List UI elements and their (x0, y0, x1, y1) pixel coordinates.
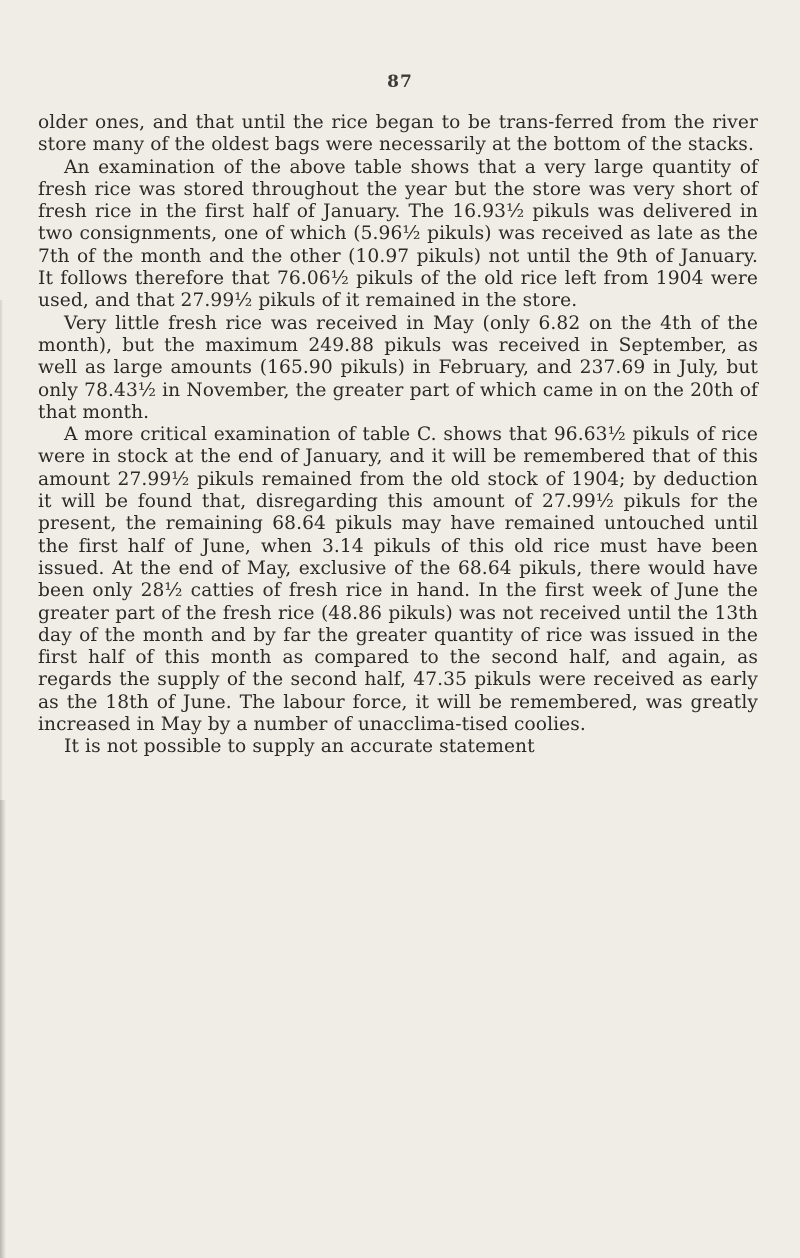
paragraph-examination: An examination of the above table shows that a very large quantity of fresh rice was stored throughout the year but the store was very short of fresh rice in the first half of January. The 16.93½ pikuls was delivered in two consignments, one of which (5.96½ pikuls) was received as late as the 7th of the month and the other (10.97 pikuls) not until the 9th of January. It follows therefore that 76.06½ pikuls of the old rice left from 1904 were used, and that 27.99½ pikuls of it remained in the store. (38, 156, 758, 312)
binding-shadow-upper (0, 300, 3, 800)
paragraph-fresh-rice: Very little fresh rice was received in May (only 6.82 on the 4th of the month), but the maximum 249.88 pikuls was received in September, as well as large amounts (165.90 pikuls) in February, and 237.69 in July, but only 78.43½ in November, the greater part of which came in on the 20th of that month. (38, 312, 758, 423)
paragraph-accurate-statement: It is not possible to supply an accurate statement (64, 736, 535, 758)
paragraph-continuation: older ones, and that until the rice began to be trans-ferred from the river store many of the oldest bags were necessarily at the bottom of the stacks. (38, 112, 758, 156)
binding-shadow-lower (0, 800, 6, 1258)
paragraph-critical-examination: A more critical examination of table C. shows that 96.63½ pikuls of rice were in stock at the end of January, and it will be remembered that of this amount 27.99½ pikuls remained from the old stock of 1904; by deduction it will be found that, disregarding this amount of 27.99½ pikuls for the present, the remaining 68.64 pikuls may have remained untouched until the first half of June, when 3.14 pikuls of this old rice must have been issued. At the end of May, exclusive of the 68.64 pikuls, there would have been only 28½ catties of fresh rice in hand. In the first week of June the greater part of the fresh rice (48.86 pikuls) was not received until the 13th day of the month and by far the greater quantity of rice was issued in the first half of this month as compared to the second half, and again, as regards the supply of the second half, 47.35 pikuls were received as early as the 18th of June. The labour force, it will be remembered, was greatly increased in May by a number of unacclima-tised coolies. (38, 424, 758, 736)
body-text (38, 112, 758, 759)
page-number: 87 (387, 72, 413, 92)
